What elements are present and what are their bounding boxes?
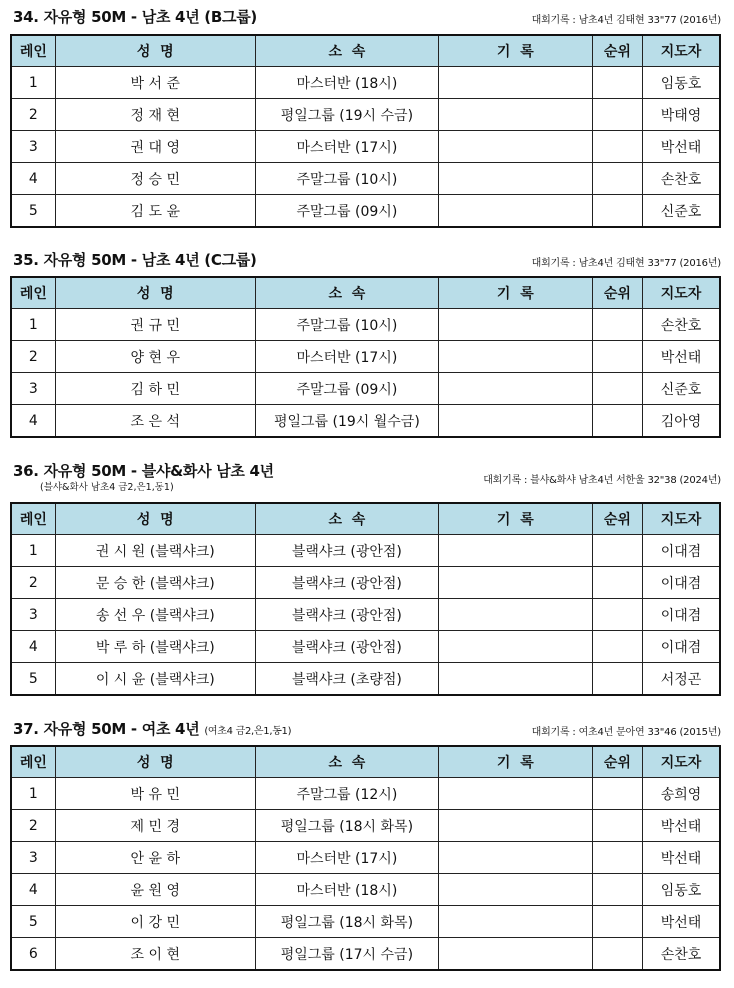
record-cell[interactable] xyxy=(438,567,592,599)
coach-cell: 박선태 xyxy=(643,131,720,163)
record-cell[interactable] xyxy=(438,631,592,663)
name-cell: 정 승 민 xyxy=(55,163,255,195)
team-cell: 주말그룹 (09시) xyxy=(255,373,438,405)
team-cell: 마스터반 (18시) xyxy=(255,67,438,99)
name-cell: 양 현 우 xyxy=(55,341,255,373)
record-cell[interactable] xyxy=(438,131,592,163)
rank-cell[interactable] xyxy=(592,631,642,663)
col-record: 기 록 xyxy=(438,746,592,778)
col-team: 소 속 xyxy=(255,35,438,67)
rank-cell[interactable] xyxy=(592,163,642,195)
record-cell[interactable] xyxy=(438,309,592,341)
team-cell: 마스터반 (18시) xyxy=(255,874,438,906)
table-row xyxy=(11,599,720,631)
name-cell: 이 시 윤 (블랙샤크) xyxy=(55,663,255,696)
col-rank: 순위 xyxy=(592,746,642,778)
name-cell: 제 민 경 xyxy=(55,810,255,842)
table-row xyxy=(11,163,720,195)
record-cell[interactable] xyxy=(438,535,592,567)
table-row xyxy=(11,906,720,938)
record-cell[interactable] xyxy=(438,663,592,696)
col-team: 소 속 xyxy=(255,277,438,309)
col-name: 성 명 xyxy=(55,503,255,535)
col-rank: 순위 xyxy=(592,277,642,309)
col-team: 소 속 xyxy=(255,503,438,535)
record-cell[interactable] xyxy=(438,599,592,631)
name-cell: 조 이 현 xyxy=(55,938,255,971)
name-cell: 윤 원 영 xyxy=(55,874,255,906)
team-cell: 블랙샤크 (광안점) xyxy=(255,535,438,567)
table-row xyxy=(11,131,720,163)
event-header xyxy=(0,714,734,744)
lane-cell: 1 xyxy=(11,67,55,99)
event-section-37 xyxy=(0,714,734,963)
lane-cell: 4 xyxy=(11,163,55,195)
rank-cell[interactable] xyxy=(592,810,642,842)
team-cell: 평일그룹 (19시 수금) xyxy=(255,99,438,131)
table-row xyxy=(11,373,720,405)
col-rank: 순위 xyxy=(592,35,642,67)
coach-cell: 이대겸 xyxy=(643,599,720,631)
lane-cell: 4 xyxy=(11,405,55,438)
event-section-34 xyxy=(0,2,734,220)
rank-cell[interactable] xyxy=(592,535,642,567)
record-cell[interactable] xyxy=(438,938,592,971)
col-team: 소 속 xyxy=(255,746,438,778)
coach-cell: 김아영 xyxy=(643,405,720,438)
event-subtitle: (블샤&화사 남초4 금2,은1,동1) xyxy=(40,482,174,493)
table-row xyxy=(11,67,720,99)
coach-cell: 손찬호 xyxy=(643,163,720,195)
rank-cell[interactable] xyxy=(592,309,642,341)
event-title xyxy=(13,718,291,739)
lane-cell: 5 xyxy=(11,906,55,938)
event-title-text: 36. 자유형 50M - 블샤&화사 남초 4년 xyxy=(13,462,274,480)
name-cell: 박 서 준 xyxy=(55,67,255,99)
name-cell: 권 대 영 xyxy=(55,131,255,163)
rank-cell[interactable] xyxy=(592,567,642,599)
table-row xyxy=(11,99,720,131)
rank-cell[interactable] xyxy=(592,874,642,906)
rank-cell[interactable] xyxy=(592,663,642,696)
meet-record: 대회기록 : 여초4년 문아연 33"46 (2015년) xyxy=(531,727,721,738)
team-cell: 마스터반 (17시) xyxy=(255,131,438,163)
record-cell[interactable] xyxy=(438,373,592,405)
coach-cell: 신준호 xyxy=(643,373,720,405)
col-record: 기 록 xyxy=(438,35,592,67)
name-cell: 안 윤 하 xyxy=(55,842,255,874)
team-cell: 주말그룹 (12시) xyxy=(255,778,438,810)
team-cell: 마스터반 (17시) xyxy=(255,842,438,874)
event-title-text: 34. 자유형 50M - 남초 4년 (B그룹) xyxy=(13,8,257,26)
table-header-row xyxy=(11,277,720,309)
record-cell[interactable] xyxy=(438,99,592,131)
col-coach: 지도자 xyxy=(643,746,720,778)
col-rank: 순위 xyxy=(592,503,642,535)
rank-cell[interactable] xyxy=(592,599,642,631)
col-lane: 레인 xyxy=(11,503,55,535)
event-header xyxy=(0,456,734,493)
record-cell[interactable] xyxy=(438,778,592,810)
rank-cell[interactable] xyxy=(592,842,642,874)
name-cell: 김 하 민 xyxy=(55,373,255,405)
table-row xyxy=(11,874,720,906)
event-header xyxy=(0,2,734,32)
heat-table xyxy=(10,502,721,696)
event-title-text: 35. 자유형 50M - 남초 4년 (C그룹) xyxy=(13,251,257,269)
heat-table xyxy=(10,276,721,438)
team-cell: 주말그룹 (10시) xyxy=(255,163,438,195)
lane-cell: 1 xyxy=(11,309,55,341)
rank-cell[interactable] xyxy=(592,195,642,228)
lane-cell: 3 xyxy=(11,599,55,631)
coach-cell: 송희영 xyxy=(643,778,720,810)
team-cell: 블랙샤크 (광안점) xyxy=(255,631,438,663)
event-header xyxy=(0,245,734,275)
rank-cell[interactable] xyxy=(592,131,642,163)
team-cell: 마스터반 (17시) xyxy=(255,341,438,373)
event-title-text: 37. 자유형 50M - 여초 4년 xyxy=(13,720,200,738)
name-cell: 김 도 윤 xyxy=(55,195,255,228)
team-cell: 주말그룹 (10시) xyxy=(255,309,438,341)
table-row xyxy=(11,567,720,599)
coach-cell: 서정곤 xyxy=(643,663,720,696)
table-row xyxy=(11,663,720,696)
col-name: 성 명 xyxy=(55,35,255,67)
record-cell[interactable] xyxy=(438,67,592,99)
table-row xyxy=(11,405,720,438)
coach-cell: 박선태 xyxy=(643,842,720,874)
lane-cell: 2 xyxy=(11,810,55,842)
record-cell[interactable] xyxy=(438,842,592,874)
table-row xyxy=(11,195,720,228)
table-row xyxy=(11,309,720,341)
name-cell: 송 선 우 (블랙샤크) xyxy=(55,599,255,631)
rank-cell[interactable] xyxy=(592,67,642,99)
team-cell: 평일그룹 (17시 수금) xyxy=(255,938,438,971)
lane-cell: 5 xyxy=(11,663,55,696)
record-cell[interactable] xyxy=(438,810,592,842)
table-row xyxy=(11,810,720,842)
coach-cell: 임동호 xyxy=(643,67,720,99)
table-row xyxy=(11,631,720,663)
event-title-note: (여초4 금2,은1,동1) xyxy=(204,726,292,737)
team-cell: 평일그룹 (19시 월수금) xyxy=(255,405,438,438)
coach-cell: 손찬호 xyxy=(643,309,720,341)
lane-cell: 1 xyxy=(11,778,55,810)
record-cell[interactable] xyxy=(438,195,592,228)
col-coach: 지도자 xyxy=(643,503,720,535)
col-lane: 레인 xyxy=(11,35,55,67)
name-cell: 정 재 현 xyxy=(55,99,255,131)
lane-cell: 4 xyxy=(11,631,55,663)
rank-cell[interactable] xyxy=(592,341,642,373)
record-cell[interactable] xyxy=(438,405,592,438)
rank-cell[interactable] xyxy=(592,906,642,938)
coach-cell: 임동호 xyxy=(643,874,720,906)
table-header-row xyxy=(11,503,720,535)
coach-cell: 박선태 xyxy=(643,906,720,938)
event-title xyxy=(13,460,274,481)
table-row xyxy=(11,842,720,874)
name-cell: 권 규 민 xyxy=(55,309,255,341)
lane-cell: 5 xyxy=(11,195,55,228)
lane-cell: 6 xyxy=(11,938,55,971)
record-cell[interactable] xyxy=(438,341,592,373)
meet-record: 대회기록 : 남초4년 김태현 33"77 (2016년) xyxy=(531,258,721,269)
team-cell: 주말그룹 (09시) xyxy=(255,195,438,228)
col-name: 성 명 xyxy=(55,277,255,309)
table-header-row xyxy=(11,746,720,778)
meet-record: 대회기록 : 남초4년 김태현 33"77 (2016년) xyxy=(531,15,721,26)
coach-cell: 이대겸 xyxy=(643,535,720,567)
coach-cell: 이대겸 xyxy=(643,631,720,663)
name-cell: 조 은 석 xyxy=(55,405,255,438)
coach-cell: 이대겸 xyxy=(643,567,720,599)
coach-cell: 박선태 xyxy=(643,810,720,842)
lane-cell: 2 xyxy=(11,99,55,131)
team-cell: 블랙샤크 (광안점) xyxy=(255,599,438,631)
record-cell[interactable] xyxy=(438,906,592,938)
rank-cell[interactable] xyxy=(592,373,642,405)
team-cell: 블랙샤크 (초량점) xyxy=(255,663,438,696)
name-cell: 박 루 하 (블랙샤크) xyxy=(55,631,255,663)
table-row xyxy=(11,938,720,971)
team-cell: 평일그룹 (18시 화목) xyxy=(255,906,438,938)
name-cell: 박 유 민 xyxy=(55,778,255,810)
rank-cell[interactable] xyxy=(592,405,642,438)
lane-cell: 1 xyxy=(11,535,55,567)
team-cell: 블랙샤크 (광안점) xyxy=(255,567,438,599)
rank-cell[interactable] xyxy=(592,778,642,810)
record-cell[interactable] xyxy=(438,163,592,195)
heat-table xyxy=(10,34,721,228)
team-cell: 평일그룹 (18시 화목) xyxy=(255,810,438,842)
coach-cell: 박태영 xyxy=(643,99,720,131)
lane-cell: 3 xyxy=(11,131,55,163)
rank-cell[interactable] xyxy=(592,938,642,971)
coach-cell: 박선태 xyxy=(643,341,720,373)
table-row xyxy=(11,341,720,373)
lane-cell: 2 xyxy=(11,567,55,599)
col-record: 기 록 xyxy=(438,503,592,535)
col-lane: 레인 xyxy=(11,277,55,309)
lane-cell: 3 xyxy=(11,373,55,405)
lane-cell: 2 xyxy=(11,341,55,373)
event-section-35 xyxy=(0,245,734,430)
name-cell: 문 승 한 (블랙샤크) xyxy=(55,567,255,599)
heat-table xyxy=(10,745,721,971)
table-row xyxy=(11,778,720,810)
lane-cell: 4 xyxy=(11,874,55,906)
name-cell: 권 시 원 (블랙샤크) xyxy=(55,535,255,567)
lane-cell: 3 xyxy=(11,842,55,874)
name-cell: 이 강 민 xyxy=(55,906,255,938)
record-cell[interactable] xyxy=(438,874,592,906)
col-record: 기 록 xyxy=(438,277,592,309)
event-section-36 xyxy=(0,456,734,688)
table-row xyxy=(11,535,720,567)
coach-cell: 손찬호 xyxy=(643,938,720,971)
col-name: 성 명 xyxy=(55,746,255,778)
event-title xyxy=(13,249,257,270)
rank-cell[interactable] xyxy=(592,99,642,131)
coach-cell: 신준호 xyxy=(643,195,720,228)
col-lane: 레인 xyxy=(11,746,55,778)
table-header-row xyxy=(11,35,720,67)
event-title xyxy=(13,6,257,27)
col-coach: 지도자 xyxy=(643,277,720,309)
meet-record: 대회기록 : 블샤&화샤 남초4년 서한울 32"38 (2024년) xyxy=(483,475,721,486)
col-coach: 지도자 xyxy=(643,35,720,67)
